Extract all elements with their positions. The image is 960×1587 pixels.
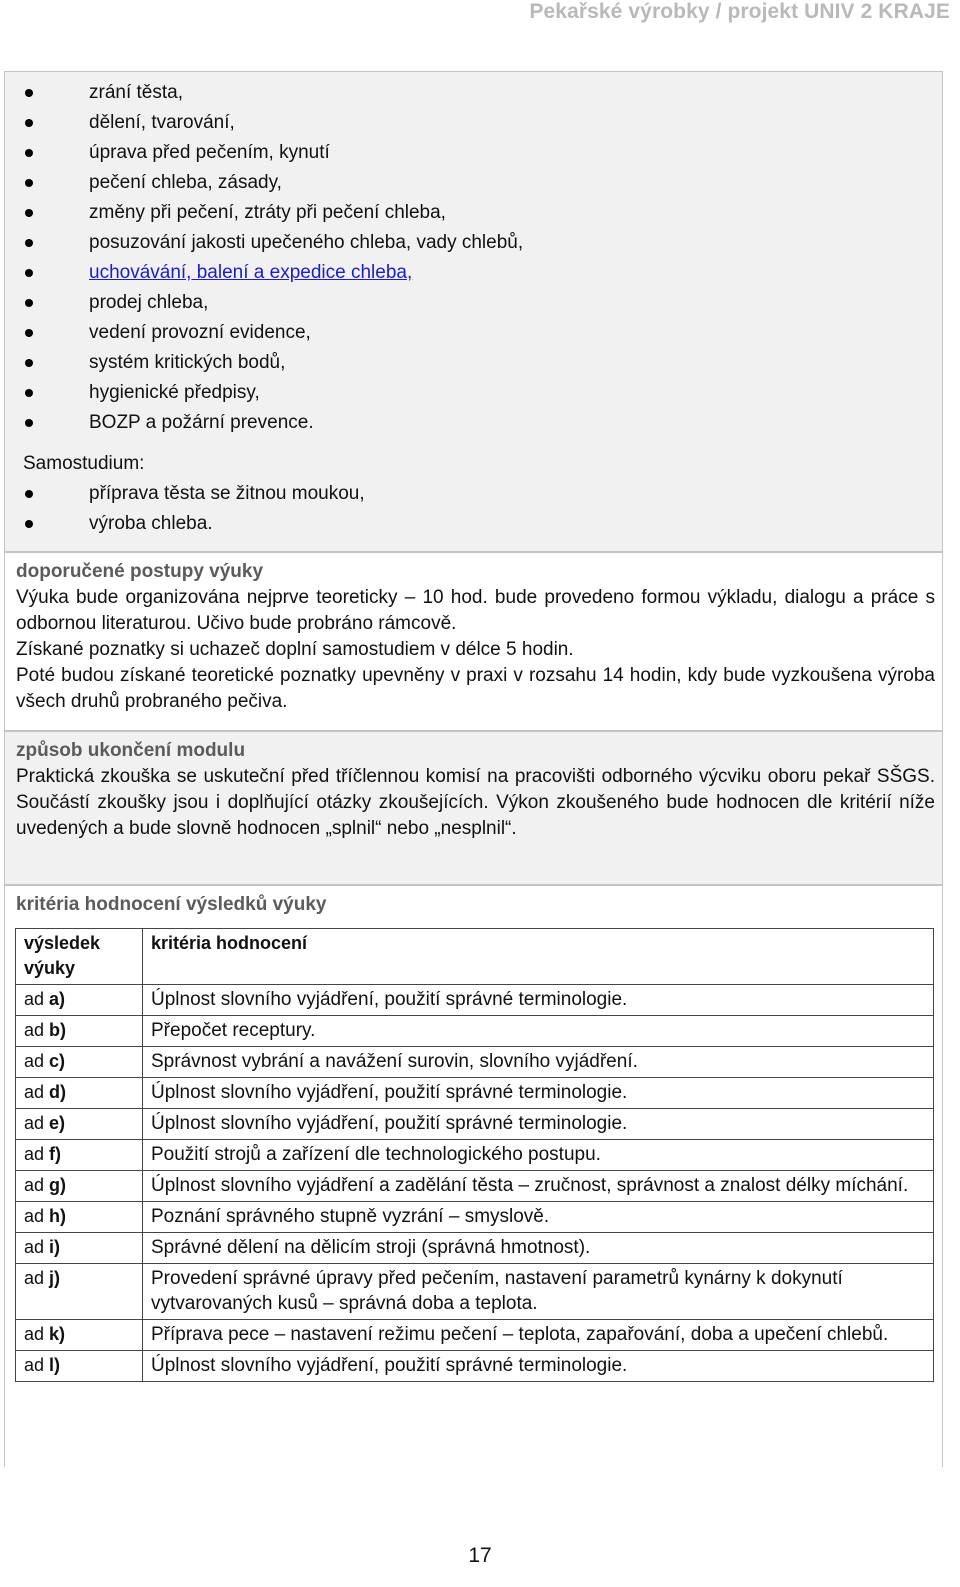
result-key: c): [49, 1051, 66, 1071]
list-item-link[interactable]: [5, 258, 523, 288]
content-list: [5, 78, 523, 438]
list-item: prodej chleba,: [5, 288, 523, 318]
content-section: [4, 71, 943, 552]
result-cell: [16, 1109, 143, 1140]
list-item: hygienické předpisy,: [5, 378, 523, 408]
teaching-title: doporučené postupy výuky: [16, 561, 264, 582]
result-key: j): [49, 1268, 61, 1288]
criteria-cell: Poznání správného stupně vyzrání – smyslově.: [143, 1202, 934, 1233]
criteria-cell: Použití strojů a zařízení dle technologického postupu.: [143, 1140, 934, 1171]
result-prefix: ad: [24, 1113, 50, 1133]
table-row: [16, 1016, 934, 1047]
result-key: k): [49, 1324, 66, 1344]
result-prefix: ad: [24, 1268, 50, 1288]
criteria-cell: Správnost vybrání a navážení surovin, slovního vyjádření.: [143, 1047, 934, 1078]
result-key: d): [49, 1082, 67, 1102]
result-cell: [16, 1140, 143, 1171]
result-prefix: ad: [24, 989, 50, 1009]
result-key: b): [49, 1020, 67, 1040]
table-header-result: výsledek výuky: [16, 929, 143, 985]
list-item: pečení chleba, zásady,: [5, 168, 523, 198]
teaching-paragraph: Získané poznatky si uchazeč doplní samostudiem v délce 5 hodin.: [16, 639, 574, 660]
criteria-cell: Úplnost slovního vyjádření, použití správné terminologie.: [143, 1351, 934, 1382]
page-header-title: Pekařské výrobky / projekt UNIV 2 KRAJE: [529, 0, 950, 23]
completion-title: způsob ukončení modulu: [16, 740, 246, 761]
criteria-cell: Úplnost slovního vyjádření, použití správné terminologie.: [143, 1078, 934, 1109]
table-row: [16, 1171, 934, 1202]
result-cell: [16, 1016, 143, 1047]
table-row: [16, 1264, 934, 1320]
table-header-criteria: kritéria hodnocení: [143, 929, 934, 985]
criteria-table: [15, 928, 934, 1382]
result-cell: [16, 1078, 143, 1109]
result-cell: [16, 1233, 143, 1264]
result-cell: [16, 1047, 143, 1078]
result-key: i): [49, 1237, 61, 1257]
list-item: systém kritických bodů,: [5, 348, 523, 378]
criteria-cell: Příprava pece – nastavení režimu pečení – teplota, zapařování, doba a upečení chlebů.: [143, 1320, 934, 1351]
result-prefix: ad: [24, 1082, 50, 1102]
result-cell: [16, 1351, 143, 1382]
result-cell: [16, 1320, 143, 1351]
list-item: dělení, tvarování,: [5, 108, 523, 138]
result-cell: [16, 1171, 143, 1202]
result-prefix: ad: [24, 1206, 50, 1226]
result-prefix: ad: [24, 1324, 50, 1344]
table-row: [16, 1109, 934, 1140]
criteria-cell: Přepočet receptury.: [143, 1016, 934, 1047]
teaching-paragraph: Poté budou získané teoretické poznatky upevněny v praxi v rozsahu 14 hodin, kdy bude vyzkoušena výroba všech druhů probraného pečiva.: [16, 665, 935, 712]
list-item: výroba chleba.: [5, 509, 365, 539]
teaching-paragraph: Výuka bude organizována nejprve teoreticky – 10 hod. bude provedeno formou výkladu, dialogu a práce s odbornou literaturou. Učivo bude probráno rámcově.: [16, 587, 935, 634]
criteria-section: [4, 885, 943, 1467]
table-row: [16, 1202, 934, 1233]
result-cell: [16, 1264, 143, 1320]
result-prefix: ad: [24, 1144, 50, 1164]
table-row: [16, 1233, 934, 1264]
table-header-row: [16, 929, 934, 985]
table-row: [16, 1320, 934, 1351]
criteria-title: kritéria hodnocení výsledků výuky: [16, 894, 327, 915]
self-study-title: Samostudium:: [23, 453, 145, 474]
table-row: [16, 1351, 934, 1382]
page-number: 17: [468, 1544, 492, 1567]
link-storage-packaging[interactable]: uchovávání, balení a expedice chleba,: [89, 262, 413, 283]
result-key: f): [49, 1144, 62, 1164]
table-row: [16, 1078, 934, 1109]
result-key: a): [49, 989, 66, 1009]
result-prefix: ad: [24, 1051, 50, 1071]
result-key: g): [49, 1175, 67, 1195]
list-item: úprava před pečením, kynutí: [5, 138, 523, 168]
criteria-cell: Úplnost slovního vyjádření a zadělání těsta – zručnost, správnost a znalost délky míchání.: [143, 1171, 934, 1202]
criteria-cell: Provedení správné úpravy před pečením, nastavení parametrů kynárny k dokynutí vytvarovaných kusů – správná doba a teplota.: [143, 1264, 934, 1320]
list-item: vedení provozní evidence,: [5, 318, 523, 348]
table-row: [16, 985, 934, 1016]
table-row: [16, 1140, 934, 1171]
self-study-list: [5, 479, 365, 539]
teaching-section: [4, 552, 943, 731]
result-key: h): [49, 1206, 67, 1226]
criteria-cell: Úplnost slovního vyjádření, použití správné terminologie.: [143, 985, 934, 1016]
result-prefix: ad: [24, 1237, 50, 1257]
result-key: l): [49, 1355, 61, 1375]
result-prefix: ad: [24, 1175, 50, 1195]
result-prefix: ad: [24, 1355, 50, 1375]
list-item: BOZP a požární prevence.: [5, 408, 523, 438]
result-cell: [16, 985, 143, 1016]
completion-text: Praktická zkouška se uskuteční před tříčlennou komisí na pracovišti odborného výcviku oboru pekař SŠGS. Součástí zkoušky jsou i doplňující otázky zkoušejících. Výkon zkoušeného bude hodnocen dle kritérií níže uvedených a bude slovně hodnocen „splnil“ nebo „nesplnil“.: [16, 766, 935, 839]
result-prefix: ad: [24, 1020, 50, 1040]
criteria-table-body: [16, 985, 934, 1382]
list-item: zrání těsta,: [5, 78, 523, 108]
criteria-cell: Úplnost slovního vyjádření, použití správné terminologie.: [143, 1109, 934, 1140]
result-cell: [16, 1202, 143, 1233]
list-item: příprava těsta se žitnou moukou,: [5, 479, 365, 509]
criteria-cell: Správné dělení na dělicím stroji (správná hmotnost).: [143, 1233, 934, 1264]
result-key: e): [49, 1113, 66, 1133]
list-item: změny při pečení, ztráty při pečení chleba,: [5, 198, 523, 228]
table-row: [16, 1047, 934, 1078]
completion-section: [4, 731, 943, 885]
list-item: posuzování jakosti upečeného chleba, vady chlebů,: [5, 228, 523, 258]
